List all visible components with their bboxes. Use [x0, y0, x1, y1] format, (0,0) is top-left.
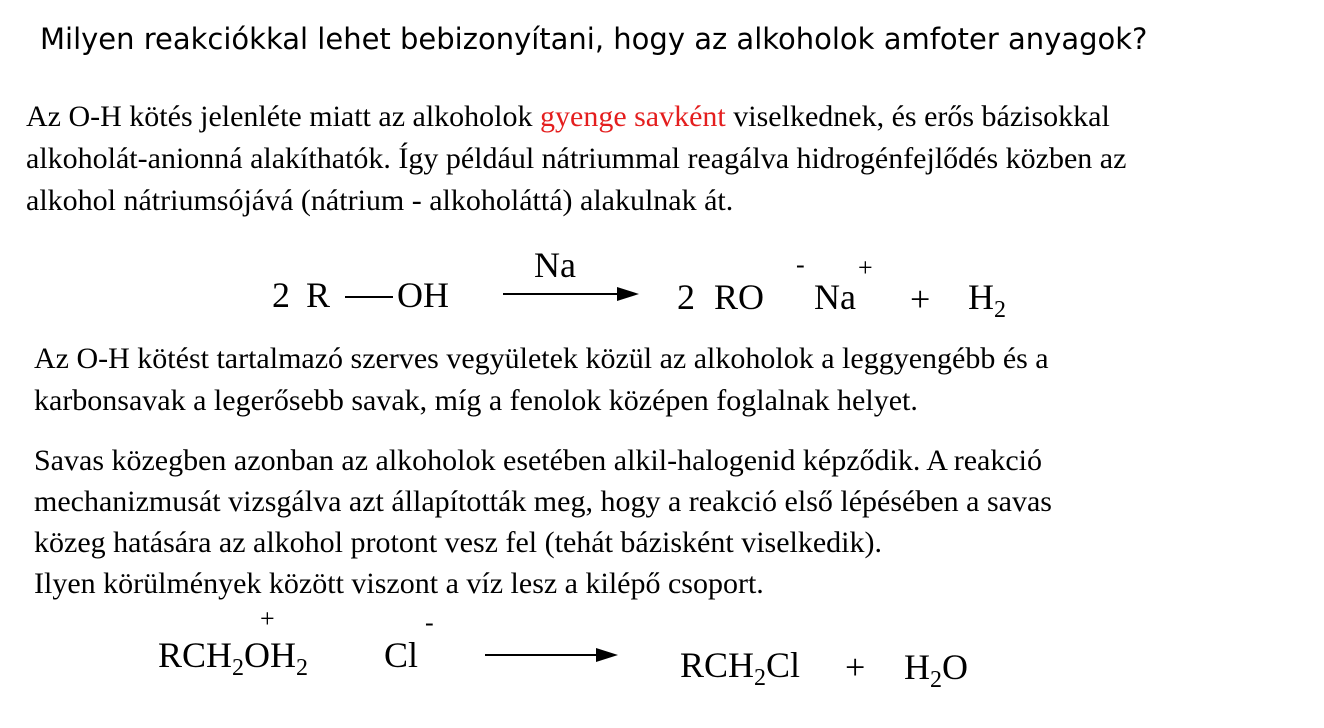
- paragraph-line: közeg hatására az alkohol protont vesz fel (tehát bázisként viselkedik).: [34, 526, 882, 559]
- hydroxyl-group: OH: [397, 275, 449, 315]
- hydrogen-molecule: [968, 276, 1006, 323]
- paragraph-line: [26, 96, 1126, 138]
- group-symbol: Cl: [766, 645, 801, 685]
- single-bond: [345, 296, 393, 298]
- subscript: 2: [930, 667, 942, 693]
- text-segment: viselkednek, és erős bázisokkal: [725, 100, 1110, 133]
- paragraph-base: [34, 440, 1052, 604]
- highlight-weak-acid: gyenge savként: [540, 100, 726, 133]
- chloride-ion: Cl: [384, 635, 419, 675]
- subscript: 2: [296, 655, 309, 681]
- reaction-arrow: [503, 293, 623, 295]
- paragraph-line: Ilyen körülmények között viszont a víz lesz a kilépő csoport.: [34, 567, 764, 600]
- positive-charge: +: [858, 253, 873, 282]
- reagent-label: Na: [534, 245, 576, 285]
- element-symbol: O: [942, 647, 968, 687]
- paragraph-acid: [26, 96, 1126, 222]
- page-title: Milyen reakciókkal lehet bebizonyítani, hogy az alkoholok amfoter anyagok?: [40, 22, 1148, 56]
- alkyl-chloride: [680, 644, 801, 691]
- water-molecule: [904, 646, 968, 693]
- group-symbol: RCH: [680, 645, 755, 685]
- coefficient: 2: [272, 275, 290, 315]
- arrow-head: [596, 648, 618, 662]
- subscript: 2: [754, 665, 767, 691]
- paragraph-line: Az O-H kötést tartalmazó szerves vegyületek közül az alkoholok a leggyengébb és a: [34, 342, 1049, 375]
- sodium-ion: Na: [814, 277, 856, 317]
- oxonium-ion: [158, 634, 309, 681]
- reaction-arrow: [485, 654, 601, 656]
- text-segment: Az O-H kötés jelenléte miatt az alkoholok: [26, 100, 540, 133]
- paragraph-line: mechanizmusát vizsgálva azt állapították meg, hogy a reakció első lépésében a savas: [34, 485, 1052, 518]
- paragraph-line: alkoholát-anionná alakíthatók. Így például nátriummal reagálva hidrogénfejlődés közben az: [26, 142, 1127, 175]
- paragraph-line: karbonsavak a legerősebb savak, míg a fenolok középen foglalnak helyet.: [34, 384, 918, 417]
- alkoxide-group: RO: [714, 277, 765, 317]
- paragraph-comparison: [34, 338, 1049, 422]
- plus-sign: +: [845, 647, 866, 687]
- alkyl-group: R: [306, 275, 331, 315]
- arrow-head: [617, 287, 639, 301]
- subscript: 2: [994, 297, 1006, 323]
- paragraph-line: alkohol nátriumsójává (nátrium - alkoholáttá) alakulnak át.: [26, 184, 734, 217]
- negative-charge: -: [796, 250, 805, 279]
- group-symbol: RCH: [158, 635, 233, 675]
- positive-charge: +: [260, 604, 275, 633]
- paragraph-line: Savas közegben azonban az alkoholok esetében alkil-halogenid képződik. A reakció: [34, 444, 1042, 477]
- element-symbol: H: [904, 647, 930, 687]
- element-symbol: H: [968, 277, 994, 317]
- negative-charge: -: [425, 608, 434, 637]
- subscript: 2: [232, 655, 245, 681]
- group-symbol: OH: [244, 635, 297, 675]
- plus-sign: +: [910, 279, 931, 319]
- coefficient: 2: [677, 277, 695, 317]
